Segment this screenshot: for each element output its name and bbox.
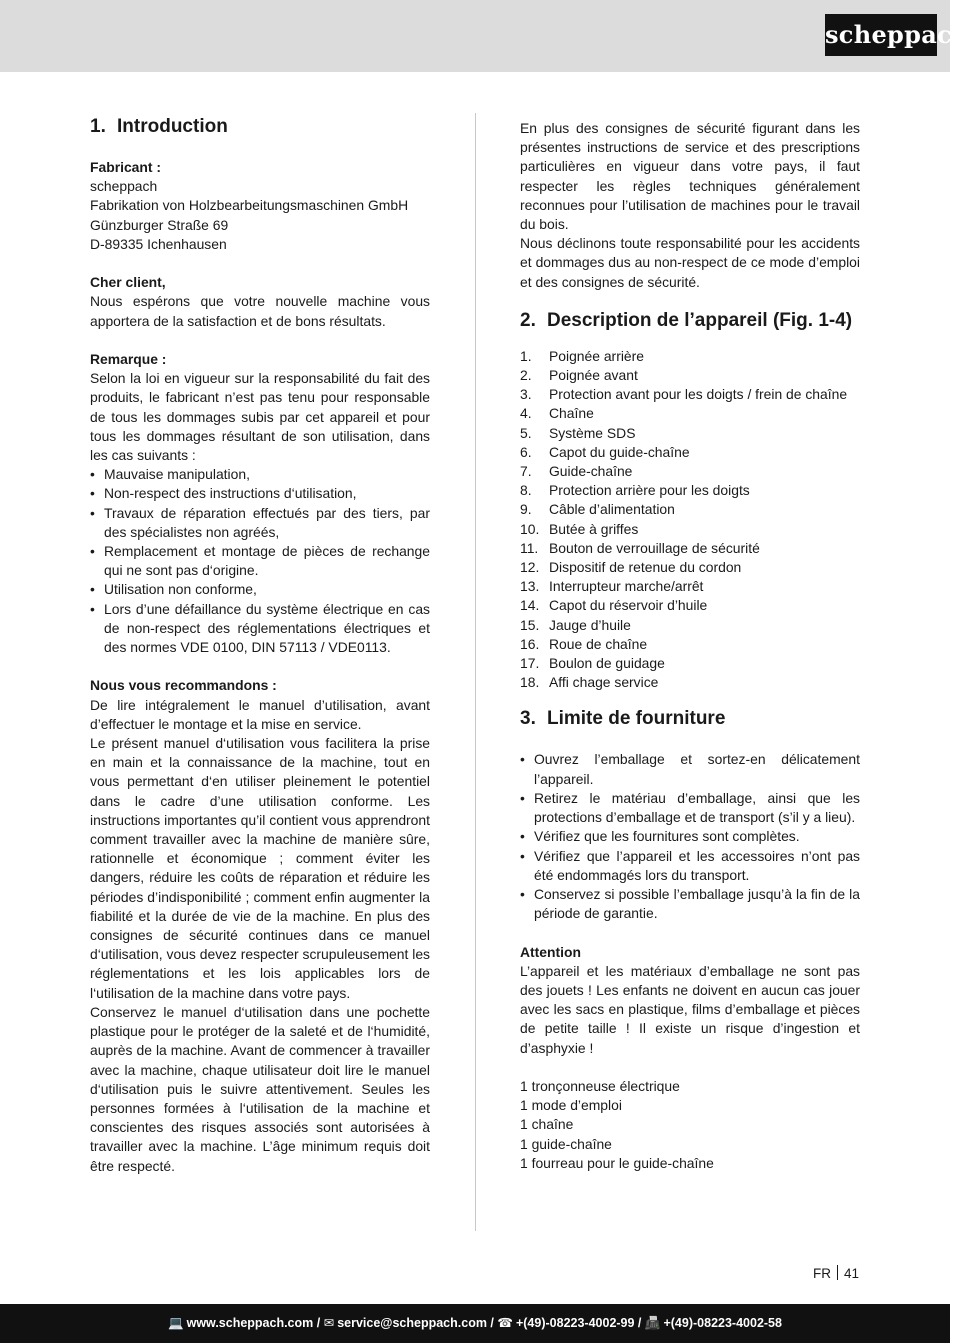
fabricant-line: scheppach	[90, 178, 158, 195]
attention-text: L’appareil et les matériaux d’emballage ne sont pas des jouets ! Les enfants ne doivent en aucun cas jouer avec les sacs en plastique, films d’emballage et pièces de petite taille ! Il existe un risque d’ingestion et d’asphyxie !	[520, 962, 860, 1056]
recommandons-paragraph: De lire intégralement le manuel d’utilisation, avant d’effectuer le montage et la mise en service.	[90, 696, 430, 732]
list-item: 15. Jauge d’huile	[520, 616, 631, 633]
list-item: 17. Boulon de guidage	[520, 655, 665, 672]
fourniture-item: 1 mode d’emploi	[520, 1097, 622, 1114]
list-item: 7. Guide-chaîne	[520, 463, 633, 480]
cher-client-label: Cher client,	[90, 274, 166, 291]
footer-mail[interactable]: service@scheppach.com /	[337, 1316, 494, 1330]
remarque-label: Remarque :	[90, 351, 167, 367]
list-item: 10. Butée à griffes	[520, 520, 639, 537]
footer-web[interactable]: www.scheppach.com /	[186, 1316, 321, 1330]
description-list	[520, 347, 860, 693]
left-column	[90, 114, 430, 1176]
list-item: 11. Bouton de verrouillage de sécurité	[520, 539, 760, 556]
fourniture-item: 1 fourreau pour le guide-chaîne	[520, 1154, 714, 1171]
attention-label: Attention	[520, 943, 581, 960]
remarque-bullet: • Remplacement et montage de pièces de rechange qui ne sont pas d‘origine.	[90, 542, 430, 580]
computer-icon: 💻	[168, 1316, 184, 1330]
list-item: 2. Poignée avant	[520, 367, 638, 384]
list-item: 13. Interrupteur marche/arrêt	[520, 578, 704, 595]
limite-bullet: • Conservez si possible l’emballage jusqu’à la fin de la période de garantie.	[520, 885, 860, 923]
footer-fax: +(49)-08223-4002-58	[663, 1316, 782, 1330]
fourniture-item: 1 tronçonneuse électrique	[520, 1077, 680, 1094]
list-item: 16. Roue de chaîne	[520, 635, 648, 652]
section-limite-heading: 3. Limite de fourniture	[520, 708, 726, 730]
list-item: 14. Capot du réservoir d’huile	[520, 597, 708, 614]
list-item: 18. Affi chage service	[520, 674, 659, 691]
remarque-bullet: • Utilisation non conforme,	[90, 580, 430, 599]
scheppach-logo: scheppach	[825, 14, 937, 56]
list-item: 12. Dispositif de retenue du cordon	[520, 559, 742, 576]
fabricant-line: Fabrikation von Holzbearbeitungsmaschinen GmbH	[90, 197, 409, 214]
limite-bullet: • Ouvrez l’emballage et sortez-en délicatement l’appareil.	[520, 750, 860, 788]
fabricant-label: Fabricant :	[90, 159, 162, 175]
remarque-bullet: • Mauvaise manipulation,	[90, 465, 430, 484]
remarque-bullet: • Non-respect des instructions d‘utilisation,	[90, 484, 430, 503]
section-description-heading: 2. Description de l’appareil (Fig. 1-4)	[520, 309, 853, 331]
list-item: 6. Capot du guide-chaîne	[520, 443, 690, 460]
limite-bullet: • Vérifiez que les fournitures sont complètes.	[520, 827, 860, 846]
phone-icon: ☎	[497, 1316, 513, 1330]
page-number	[813, 1265, 859, 1283]
remarque-bullet: • Travaux de réparation effectués par des tiers, par des spécialistes non agréés,	[90, 504, 430, 542]
consignes-paragraph: Nous déclinons toute responsabilité pour les accidents et dommages dus au non-respect de ce mode d’emploi et des consignes de sécurité.	[520, 235, 860, 290]
cher-client-text: Nous espérons que votre nouvelle machine vous apportera de la satisfaction et de bons résultats.	[90, 293, 430, 329]
recommandons-paragraph: Conservez le manuel d‘utilisation dans une pochette plastique pour le protéger de la saleté et de l‘humidité, auprès de la machine. Avant de commencer à travailler avec la machine, chaque utilisateur doit lire le manuel d‘utilisation puis le suivre attentivement. Seules les personnes formées à l‘utilisation de la machine et conscientes des risques associés sont autorisées à travailler avec la machine. L’âge minimum requis doit être respecté.	[90, 1003, 430, 1174]
page-lang: FR	[813, 1266, 831, 1281]
right-column	[520, 119, 860, 1173]
page-num: 41	[844, 1266, 860, 1281]
list-item: 1. Poignée arrière	[520, 347, 644, 364]
list-item: 4. Chaîne	[520, 405, 594, 422]
mail-icon: ✉	[323, 1316, 335, 1330]
fourniture-item: 1 chaîne	[520, 1116, 574, 1133]
header-band	[0, 0, 950, 72]
remarque-bullet: • Lors d’une défaillance du système électrique en cas de non-respect des réglementations électriques et des normes VDE 0100, DIN 57113 / VDE0113.	[90, 600, 430, 658]
section-introduction-heading: 1. Introduction	[90, 116, 228, 137]
limite-bullet: • Retirez le matériau d’emballage, ainsi que les protections d’emballage et de transport (s’il y a lieu).	[520, 789, 860, 827]
list-item: 9. Câble d’alimentation	[520, 501, 675, 518]
fourniture-item: 1 guide-chaîne	[520, 1135, 612, 1152]
list-item: 8. Protection arrière pour les doigts	[520, 482, 750, 499]
footer-contact-bar	[0, 1304, 950, 1343]
fabricant-line: Günzburger Straße 69	[90, 216, 229, 233]
list-item: 5. Système SDS	[520, 424, 636, 441]
fax-icon: 📠	[644, 1316, 661, 1330]
fabricant-line: D-89335 Ichenhausen	[90, 235, 227, 252]
recommandons-label: Nous vous recommandons :	[90, 677, 277, 694]
column-divider	[475, 113, 476, 1231]
remarque-text: Selon la loi en vigueur sur la responsabilité du fait des produits, le fabricant n’est pas tenu pour responsable de tous les dommages subis par cet appareil et pour tous les dommages résultant de son utilisation, dans les cas suivants :	[90, 370, 430, 464]
limite-bullet: • Vérifiez que l’appareil et les accessoires n’ont pas été endommagés lors du transport.	[520, 847, 860, 885]
footer-phone: +(49)-08223-4002-99 /	[515, 1316, 642, 1330]
recommandons-paragraph: Le présent manuel d‘utilisation vous facilitera la prise en main et la connaissance de la machine, tout en vous permettant d‘en utiliser pleinement le potentiel dans le cadre d’une utilisation conforme. Les instructions importantes qu’il contient vous apprendront comment travailler avec la machine de manière sûre, rationnelle et économique ; comment éviter les dangers, réduire les coûts de réparation et réduire les périodes d’indisponibilité ; comment enfin augmenter la fiabilité et la durée de vie de la machine. En plus des consignes de sécurité continues dans ce manuel d‘utilisation, vous devez respecter scrupuleusement les réglementations et les lois applicables lors de l‘utilisation de la machine dans votre pays.	[90, 735, 430, 1001]
page-separator	[837, 1265, 838, 1280]
consignes-paragraph: En plus des consignes de sécurité figurant dans les présentes instructions de service et des prescriptions particulières en vigueur dans votre pays, il faut respecter les règles techniques généralement reconnues pour l’utilisation de machines pour le travail du bois.	[520, 120, 860, 233]
list-item: 3. Protection avant pour les doigts / frein de chaîne	[520, 386, 848, 403]
